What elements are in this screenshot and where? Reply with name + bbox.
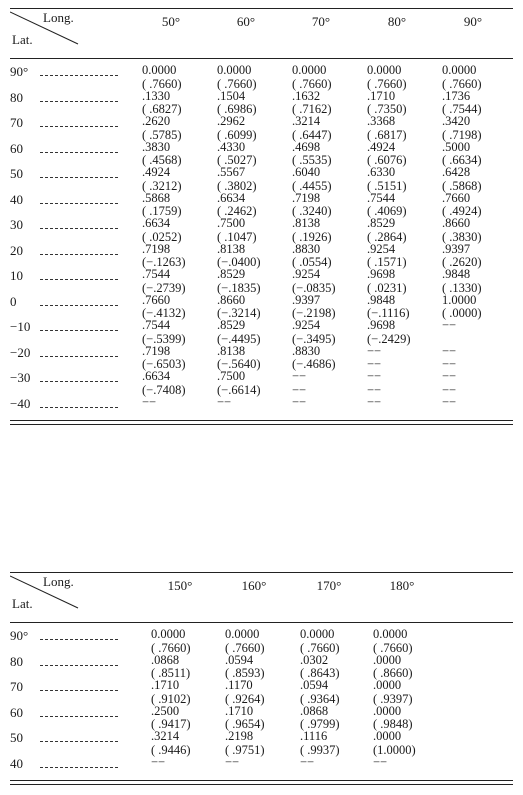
table-value: .7660 bbox=[442, 190, 471, 205]
table-value: .5000 bbox=[442, 139, 471, 154]
table-value-paren: ( .0000) bbox=[442, 306, 482, 320]
table-value: .2198 bbox=[225, 729, 254, 743]
leader-dashes bbox=[40, 716, 118, 717]
leader-dashes bbox=[40, 152, 118, 153]
table-value: −− bbox=[142, 394, 157, 409]
table-value-paren: ( .9446) bbox=[151, 742, 191, 757]
table-value-paren: ( .3240) bbox=[292, 204, 332, 218]
row-label bbox=[10, 166, 23, 182]
leader-dashes bbox=[40, 407, 118, 408]
leader-dashes bbox=[40, 254, 118, 255]
table-value-paren: (−.2739) bbox=[142, 280, 186, 295]
latitude-label: 90° bbox=[10, 64, 29, 79]
table-value: .2962 bbox=[217, 114, 246, 128]
table-value: −− bbox=[292, 394, 307, 409]
table-value-paren: ( .9417) bbox=[151, 717, 191, 731]
leader-dashes bbox=[40, 356, 118, 357]
table-value-paren: ( .3802) bbox=[217, 178, 257, 193]
latitude-label: 30 bbox=[10, 217, 23, 232]
table-value-paren: ( .7660) bbox=[151, 640, 191, 655]
row-label bbox=[10, 345, 30, 361]
leader-dashes bbox=[40, 690, 118, 691]
table-value-paren: ( .6634) bbox=[442, 153, 482, 167]
table-value-paren: ( .7198) bbox=[442, 127, 482, 142]
table-value-paren: ( .7660) bbox=[217, 76, 257, 91]
table-value-paren: (−.1835) bbox=[217, 280, 261, 295]
table-value: −− bbox=[373, 754, 388, 769]
table-value-paren: ( .9654) bbox=[225, 717, 265, 731]
table-value-paren: ( .6986) bbox=[217, 102, 257, 116]
table-value: .1330 bbox=[142, 88, 171, 103]
table-value-paren: (−.3495) bbox=[292, 331, 336, 346]
leader-dashes bbox=[40, 330, 118, 331]
table-value-paren: ( .9364) bbox=[300, 691, 340, 706]
table-value: .7660 bbox=[142, 292, 171, 307]
table-value: 0.0000 bbox=[300, 627, 335, 641]
table-value: .9848 bbox=[367, 292, 396, 307]
table-value: .7500 bbox=[217, 369, 246, 383]
table-value-paren: (−.1116) bbox=[367, 306, 410, 320]
table-value-paren: (−.6614) bbox=[217, 382, 261, 397]
table-value: .1632 bbox=[292, 88, 321, 103]
latitude-label: 70 bbox=[10, 679, 23, 694]
table-value-paren: ( .1047) bbox=[217, 229, 257, 244]
table-value-paren: ( .2620) bbox=[442, 255, 482, 269]
row-label bbox=[10, 319, 30, 335]
table-value-paren: (−.4495) bbox=[217, 331, 261, 346]
bottom-table bbox=[10, 572, 513, 788]
leader-dashes bbox=[40, 126, 118, 127]
table-value-paren: ( .6447) bbox=[292, 127, 332, 142]
table-value: .1116 bbox=[300, 729, 328, 743]
table-value-paren: −− bbox=[367, 382, 382, 397]
table-value-paren: ( .7544) bbox=[442, 102, 482, 116]
table-value-paren: ( .5027) bbox=[217, 153, 257, 167]
table-value: .1170 bbox=[225, 678, 253, 692]
table-value-paren: ( .9264) bbox=[225, 691, 265, 706]
table-value-paren: −− bbox=[292, 382, 307, 397]
table-value-paren: ( .7350) bbox=[367, 102, 407, 116]
table-value-paren: ( .1330) bbox=[442, 280, 482, 295]
table-value: .4924 bbox=[142, 165, 171, 179]
leader-dashes bbox=[40, 305, 118, 306]
leader-dashes bbox=[40, 203, 118, 204]
leader-dashes bbox=[40, 228, 118, 229]
table-value: 0.0000 bbox=[217, 63, 252, 77]
row-label bbox=[10, 628, 28, 644]
table-value: .0000 bbox=[373, 729, 402, 743]
table-value-paren: ( .5535) bbox=[292, 153, 332, 167]
table-value-paren: ( .4924) bbox=[442, 204, 482, 218]
table-value: 0.0000 bbox=[442, 63, 477, 77]
table-value-paren: ( .7660) bbox=[442, 76, 482, 91]
table-value: .6428 bbox=[442, 165, 471, 179]
table-value-paren: ( .0231) bbox=[367, 280, 407, 295]
column-header: 60° bbox=[236, 14, 256, 29]
corner-long-label: Long. bbox=[43, 10, 74, 25]
table-value-paren: ( .9937) bbox=[300, 742, 340, 757]
table-value: .7198 bbox=[142, 241, 171, 256]
table-value: .1504 bbox=[217, 88, 246, 103]
latitude-label: −40 bbox=[10, 395, 31, 411]
row-label bbox=[10, 730, 23, 746]
table-value: −− bbox=[367, 394, 382, 409]
table-value-paren: ( .6827) bbox=[142, 102, 182, 116]
top-table bbox=[10, 8, 513, 426]
bottom-table-rule-bottom bbox=[10, 780, 513, 781]
leader-dashes bbox=[40, 639, 118, 640]
row-label bbox=[10, 396, 30, 412]
table-value-paren: (−.1263) bbox=[142, 255, 186, 269]
latitude-label: 60 bbox=[10, 140, 23, 156]
table-value: .8830 bbox=[292, 241, 321, 256]
table-value-paren: (−.7408) bbox=[142, 382, 186, 397]
table-value: .8138 bbox=[217, 241, 246, 256]
table-value-paren: (−.2429) bbox=[367, 331, 411, 346]
table-value: .5567 bbox=[217, 165, 246, 179]
table-value: .2620 bbox=[142, 114, 171, 128]
table-value: −− bbox=[442, 343, 457, 358]
table-value: .8660 bbox=[217, 292, 246, 307]
table-value: .5868 bbox=[142, 190, 171, 205]
latitude-label: −10 bbox=[10, 319, 31, 334]
column-header: 170° bbox=[316, 578, 342, 593]
table-value-paren: ( .9397) bbox=[373, 691, 413, 706]
corner-long-label: Long. bbox=[43, 574, 74, 589]
latitude-label: 50 bbox=[10, 730, 23, 745]
row-label bbox=[10, 679, 23, 695]
table-value: −− bbox=[442, 369, 457, 383]
bottom-table-corner bbox=[10, 572, 80, 618]
leader-dashes bbox=[40, 741, 118, 742]
table-value-paren: ( .4568) bbox=[142, 153, 182, 167]
table-value: 0.0000 bbox=[142, 63, 177, 77]
table-value: .0000 bbox=[373, 652, 402, 667]
row-label bbox=[10, 192, 23, 208]
row-label bbox=[10, 654, 23, 670]
table-value: .6634 bbox=[142, 369, 171, 383]
table-value: .9698 bbox=[367, 267, 396, 281]
table-value: .0868 bbox=[300, 703, 329, 718]
table-value: −− bbox=[442, 394, 457, 409]
latitude-label: 80 bbox=[10, 653, 23, 669]
table-value: .4924 bbox=[367, 139, 396, 154]
row-label bbox=[10, 217, 23, 233]
bottom-table-header-rule bbox=[10, 622, 513, 623]
table-value-paren: ( .5151) bbox=[367, 178, 407, 193]
table-value-paren: ( .7660) bbox=[373, 640, 413, 655]
column-header: 180° bbox=[389, 578, 415, 593]
corner-lat-label: Lat. bbox=[12, 32, 33, 47]
latitude-label: −20 bbox=[10, 344, 31, 360]
table-value-paren: ( .7162) bbox=[292, 102, 332, 116]
table-value: .0302 bbox=[300, 652, 329, 667]
table-value: −− bbox=[151, 754, 166, 769]
table-value: .7544 bbox=[142, 318, 171, 332]
table-value: −− bbox=[367, 343, 382, 358]
leader-dashes bbox=[40, 665, 118, 666]
table-value: 1.0000 bbox=[442, 292, 477, 307]
table-value-paren: (−.6503) bbox=[142, 357, 186, 371]
table-value-paren: (−.0835) bbox=[292, 280, 336, 295]
table-value-paren: (−.2198) bbox=[292, 306, 336, 320]
table-value-paren: ( .1571) bbox=[367, 255, 407, 269]
table-value: .8138 bbox=[217, 343, 246, 358]
table-value-paren: ( .9799) bbox=[300, 717, 340, 731]
table-value-paren: ( .0554) bbox=[292, 255, 332, 269]
table-value: .8138 bbox=[292, 216, 321, 230]
table-value: .6040 bbox=[292, 165, 321, 179]
column-header: 50° bbox=[161, 14, 181, 29]
table-value-paren: ( .0252) bbox=[142, 229, 182, 244]
table-value: .0000 bbox=[373, 678, 402, 692]
latitude-label: 0 bbox=[10, 293, 17, 309]
table-value: .9397 bbox=[442, 241, 471, 256]
table-value: .3368 bbox=[367, 114, 396, 128]
table-value: .0000 bbox=[373, 703, 402, 718]
latitude-label: 70 bbox=[10, 115, 23, 130]
table-value: −− bbox=[367, 369, 382, 383]
table-value-paren: ( .7660) bbox=[225, 640, 265, 655]
latitude-label: 10 bbox=[10, 268, 23, 283]
table-value: −− bbox=[300, 754, 315, 769]
bottom-table-rule-bottom-2 bbox=[10, 784, 513, 785]
table-value: .1710 bbox=[225, 703, 254, 718]
table-value: .1710 bbox=[367, 88, 396, 103]
table-value-paren: (−.4686) bbox=[292, 357, 336, 371]
table-value: .3214 bbox=[292, 114, 321, 128]
top-table-header-rule bbox=[10, 58, 513, 59]
table-value-paren: ( .9102) bbox=[151, 691, 191, 706]
row-label bbox=[10, 141, 23, 157]
table-value: .0594 bbox=[300, 678, 329, 692]
table-value-paren: ( .7660) bbox=[142, 76, 182, 91]
row-label bbox=[10, 64, 28, 80]
table-value-paren: ( .2462) bbox=[217, 204, 257, 218]
table-value: .9254 bbox=[292, 267, 321, 281]
table-value: .2500 bbox=[151, 703, 180, 718]
table-value-paren: ( .3830) bbox=[442, 229, 482, 244]
table-value: 0.0000 bbox=[151, 627, 186, 641]
table-value-paren: ( .8643) bbox=[300, 666, 340, 680]
leader-dashes bbox=[40, 279, 118, 280]
table-value: .9254 bbox=[367, 241, 396, 256]
table-value: .7198 bbox=[292, 190, 321, 205]
top-table-rule-top bbox=[10, 8, 513, 9]
table-value: .9848 bbox=[442, 267, 471, 281]
table-value-paren: ( .3212) bbox=[142, 178, 182, 193]
table-value: .3830 bbox=[142, 139, 171, 154]
table-value: .9698 bbox=[367, 318, 396, 332]
row-label bbox=[10, 294, 17, 310]
table-value-paren: ( .6076) bbox=[367, 153, 407, 167]
table-value-paren: −− bbox=[367, 357, 382, 371]
table-value-paren: ( .7660) bbox=[367, 76, 407, 91]
table-value: .0868 bbox=[151, 652, 180, 667]
table-value: 0.0000 bbox=[373, 627, 408, 641]
table-value: .8529 bbox=[217, 318, 246, 332]
leader-dashes bbox=[40, 381, 118, 382]
row-label bbox=[10, 115, 23, 131]
top-table-rule-bottom-2 bbox=[10, 424, 513, 425]
table-value-paren: (−.5640) bbox=[217, 357, 261, 371]
table-value: .7544 bbox=[142, 267, 171, 281]
leader-dashes bbox=[40, 75, 118, 76]
row-label bbox=[10, 370, 30, 386]
table-value-paren: −− bbox=[442, 382, 457, 397]
table-value-paren: (−.0400) bbox=[217, 255, 261, 269]
leader-dashes bbox=[40, 767, 118, 768]
table-value-paren: ( .1759) bbox=[142, 204, 182, 218]
corner-lat-label: Lat. bbox=[12, 596, 33, 611]
bottom-table-rule-top bbox=[10, 572, 513, 573]
latitude-label: 90° bbox=[10, 628, 29, 643]
table-value: .4698 bbox=[292, 139, 321, 154]
table-value-paren: ( .7660) bbox=[300, 640, 340, 655]
table-value-paren: ( .2864) bbox=[367, 229, 407, 244]
table-value: 0.0000 bbox=[225, 627, 260, 641]
table-value: .7544 bbox=[367, 190, 396, 205]
column-header: 150° bbox=[167, 578, 193, 593]
table-value: .8830 bbox=[292, 343, 321, 358]
table-value-paren: ( .4455) bbox=[292, 178, 332, 193]
column-header: 90° bbox=[463, 14, 483, 29]
table-value: .3420 bbox=[442, 114, 471, 128]
row-label bbox=[10, 90, 23, 106]
table-value-paren: ( .9751) bbox=[225, 742, 265, 757]
latitude-label: 20 bbox=[10, 242, 23, 258]
row-label bbox=[10, 756, 23, 772]
table-value-paren: (−.4132) bbox=[142, 306, 186, 320]
table-value-paren: ( .1926) bbox=[292, 229, 332, 244]
table-value-paren: ( .8660) bbox=[373, 666, 413, 680]
latitude-label: −30 bbox=[10, 370, 31, 385]
table-value-paren: ( .7660) bbox=[292, 76, 332, 91]
table-value: .8529 bbox=[367, 216, 396, 230]
row-label bbox=[10, 243, 23, 259]
table-value: .7500 bbox=[217, 216, 246, 230]
row-label bbox=[10, 705, 23, 721]
table-value-paren: ( .6099) bbox=[217, 127, 257, 142]
table-value: .1736 bbox=[442, 88, 471, 103]
table-value: −− bbox=[292, 369, 307, 383]
leader-dashes bbox=[40, 177, 118, 178]
row-label bbox=[10, 268, 23, 284]
table-value-paren: ( .5868) bbox=[442, 178, 482, 193]
table-value-paren: (−.5399) bbox=[142, 331, 186, 346]
column-header: 80° bbox=[387, 14, 407, 29]
table-value-paren: ( .8511) bbox=[151, 666, 191, 680]
column-header: 160° bbox=[241, 578, 267, 593]
latitude-label: 80 bbox=[10, 89, 23, 105]
table-value: 0.0000 bbox=[292, 63, 327, 77]
top-table-rule-bottom bbox=[10, 420, 513, 421]
leader-dashes bbox=[40, 101, 118, 102]
table-value: −− bbox=[442, 318, 457, 332]
table-value: .0594 bbox=[225, 652, 254, 667]
table-value: .6634 bbox=[217, 190, 246, 205]
table-value: .1710 bbox=[151, 678, 180, 692]
latitude-label: 40 bbox=[10, 191, 23, 207]
table-value: .6330 bbox=[367, 165, 396, 179]
table-value: 0.0000 bbox=[367, 63, 402, 77]
table-value-paren: (1.0000) bbox=[373, 742, 416, 757]
table-value-paren: ( .5785) bbox=[142, 127, 182, 142]
table-value-paren: ( .8593) bbox=[225, 666, 265, 680]
table-value-paren: ( .9848) bbox=[373, 717, 413, 731]
latitude-label: 60 bbox=[10, 704, 23, 720]
top-table-corner bbox=[10, 8, 80, 54]
table-value: .8529 bbox=[217, 267, 246, 281]
table-value-paren: ( .6817) bbox=[367, 127, 407, 142]
table-value: .4330 bbox=[217, 139, 246, 154]
column-header: 70° bbox=[311, 14, 331, 29]
table-value-paren: ( .4069) bbox=[367, 204, 407, 218]
table-value: .9397 bbox=[292, 292, 321, 307]
table-value: .3214 bbox=[151, 729, 180, 743]
table-value: −− bbox=[217, 394, 232, 409]
table-value: .6634 bbox=[142, 216, 171, 230]
table-value: .9254 bbox=[292, 318, 321, 332]
latitude-label: 50 bbox=[10, 166, 23, 181]
table-value-paren: −− bbox=[442, 357, 457, 371]
table-value: −− bbox=[225, 754, 240, 769]
latitude-label: 40 bbox=[10, 755, 23, 771]
table-value: .8660 bbox=[442, 216, 471, 230]
table-value: .7198 bbox=[142, 343, 171, 358]
table-value-paren: (−.3214) bbox=[217, 306, 261, 320]
